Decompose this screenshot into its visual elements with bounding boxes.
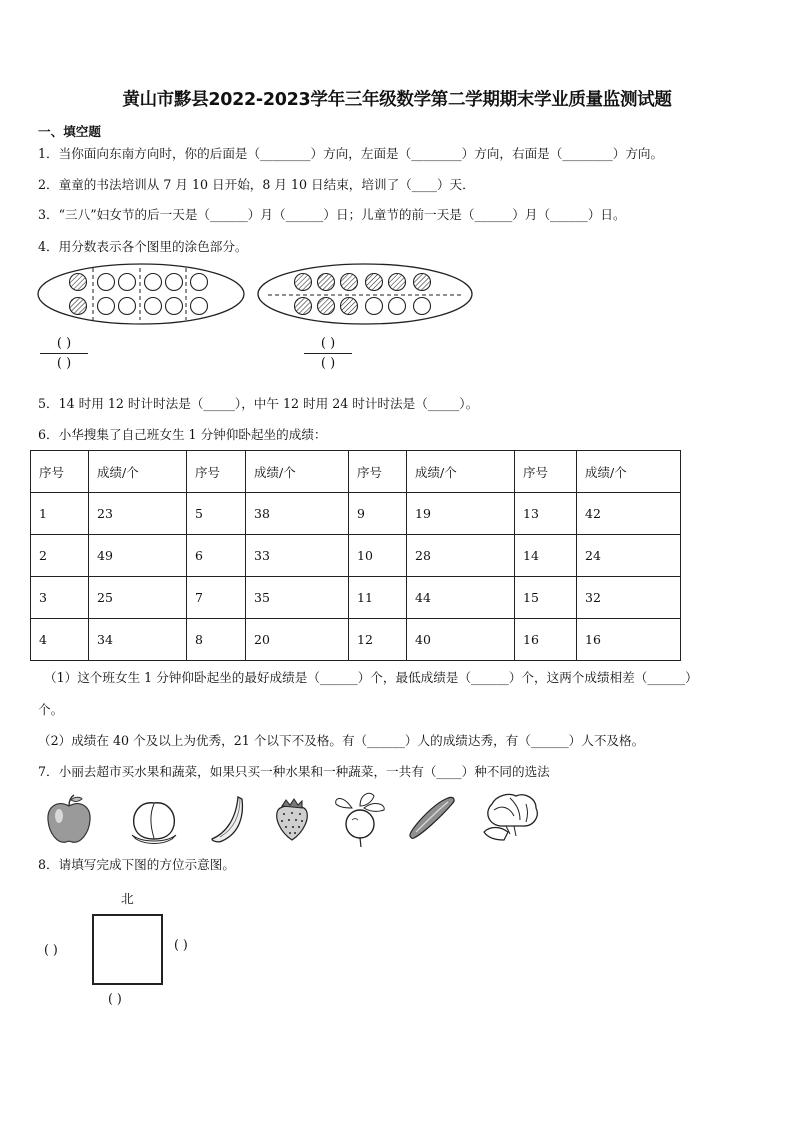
table-cell: 44	[407, 577, 515, 619]
table-cell: 49	[89, 535, 187, 577]
compass-square	[92, 914, 163, 985]
oval-figure-left	[36, 262, 246, 326]
table-cell: 16	[515, 619, 577, 661]
question-7: 7．小丽去超市买水果和蔬菜，如果只买一种水果和一种蔬菜，一共有（____）种不同的选法	[38, 764, 550, 779]
table-cell: 28	[407, 535, 515, 577]
compass-bottom-blank: ( )	[108, 991, 122, 1006]
table-cell: 24	[577, 535, 681, 577]
table-cell: 33	[246, 535, 349, 577]
table-cell: 10	[349, 535, 407, 577]
table-row	[31, 535, 681, 577]
question-3: 3．“三八”妇女节的后一天是（______）月（______）日；儿童节的前一天是（______）月（______）日。	[38, 207, 626, 222]
table-cell: 38	[246, 493, 349, 535]
table-cell: 4	[31, 619, 89, 661]
table-header: 成绩/个	[89, 451, 187, 493]
question-8: 8．请填写完成下图的方位示意图。	[38, 857, 235, 872]
table-header: 序号	[31, 451, 89, 493]
table-header: 成绩/个	[246, 451, 349, 493]
oval-figure-right	[256, 262, 474, 326]
apple-icon	[44, 794, 94, 846]
table-cell: 16	[577, 619, 681, 661]
question-5: 5．14 时用 12 时计时法是（_____），中午 12 时用 24 时计时法是（_____）。	[38, 396, 479, 411]
table-cell: 20	[246, 619, 349, 661]
fraction-denominator: ( )	[56, 356, 72, 371]
question-4: 4．用分数表示各个图里的涂色部分。	[38, 239, 248, 254]
table-row	[31, 493, 681, 535]
fraction-numerator: ( )	[320, 336, 336, 351]
table-cell: 35	[246, 577, 349, 619]
score-table	[30, 450, 681, 661]
table-cell: 3	[31, 577, 89, 619]
table-cell: 13	[515, 493, 577, 535]
banana-icon	[208, 795, 248, 845]
table-row	[31, 577, 681, 619]
table-cell: 40	[407, 619, 515, 661]
table-cell: 14	[515, 535, 577, 577]
question-6: 6．小华搜集了自己班女生 1 分钟仰卧起坐的成绩：	[38, 427, 327, 442]
table-cell: 34	[89, 619, 187, 661]
table-cell: 19	[407, 493, 515, 535]
cucumber-icon	[404, 794, 456, 842]
table-cell: 7	[187, 577, 246, 619]
table-header: 成绩/个	[407, 451, 515, 493]
compass-left-blank: ( )	[44, 942, 58, 957]
table-cell: 1	[31, 493, 89, 535]
table-cell: 23	[89, 493, 187, 535]
question-6-part-1: （1）这个班女生 1 分钟仰卧起坐的最好成绩是（______）个，最低成绩是（______）个，这两个成绩相差（______）	[44, 670, 698, 685]
table-cell: 6	[187, 535, 246, 577]
table-header: 序号	[187, 451, 246, 493]
table-cell: 9	[349, 493, 407, 535]
radish-icon	[330, 790, 390, 848]
fraction-blank-left	[40, 336, 88, 371]
table-cell: 2	[31, 535, 89, 577]
table-cell: 11	[349, 577, 407, 619]
peach-icon	[128, 795, 180, 845]
fraction-denominator: ( )	[320, 356, 336, 371]
table-cell: 42	[577, 493, 681, 535]
question-6-part-2: （2）成绩在 40 个及以上为优秀，21 个以下不及格。有（______）人的成绩达秀，有（______）人不及格。	[38, 733, 645, 748]
compass-right-blank: ( )	[174, 937, 188, 952]
table-cell: 25	[89, 577, 187, 619]
table-cell: 8	[187, 619, 246, 661]
question-6-part-1-cont: 个。	[38, 702, 64, 717]
table-header-row	[31, 451, 681, 493]
question-2: 2．童童的书法培训从 7 月 10 日开始，8 月 10 日结束，培训了（____）天．	[38, 177, 475, 192]
fraction-numerator: ( )	[56, 336, 72, 351]
fraction-blank-right	[304, 336, 352, 371]
table-cell: 5	[187, 493, 246, 535]
page-title: 黄山市黟县2022-2023学年三年级数学第二学期期末学业质量监测试题	[122, 90, 672, 110]
table-row	[31, 619, 681, 661]
table-header: 序号	[515, 451, 577, 493]
table-cell: 12	[349, 619, 407, 661]
table-cell: 32	[577, 577, 681, 619]
question-1: 1．当你面向东南方向时，你的后面是（________）方向，左面是（________）方向，右面是（________）方向。	[38, 146, 664, 161]
strawberry-icon	[272, 796, 312, 842]
compass-north-label: 北	[121, 891, 134, 906]
cabbage-icon	[480, 790, 542, 844]
table-cell: 15	[515, 577, 577, 619]
table-header: 成绩/个	[577, 451, 681, 493]
section-heading: 一、填空题	[38, 124, 101, 139]
table-header: 序号	[349, 451, 407, 493]
